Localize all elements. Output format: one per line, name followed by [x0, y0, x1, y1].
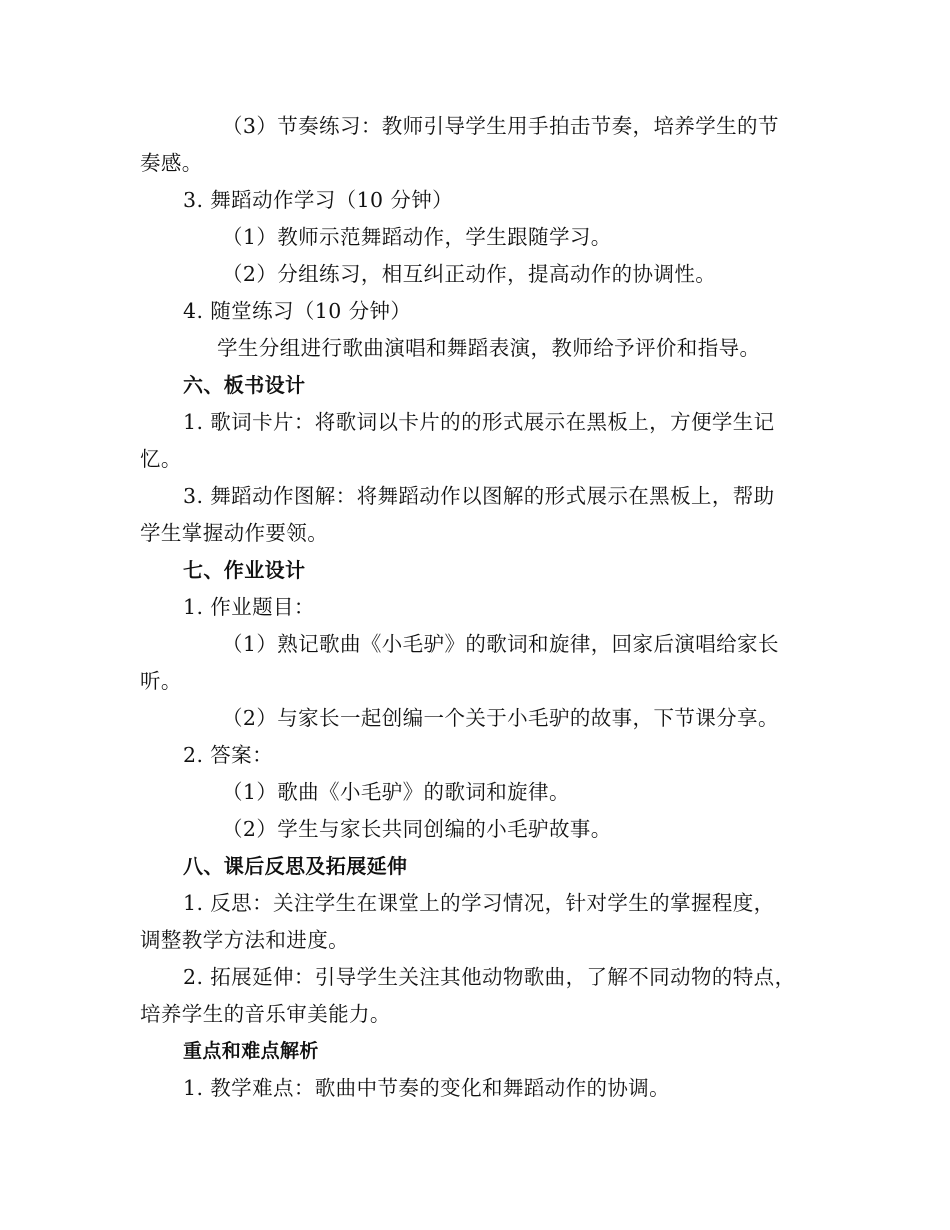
- paragraph-line: 调整教学方法和进度。: [140, 928, 349, 952]
- paragraph-line: 听。: [140, 669, 182, 693]
- list-item: 2. 拓展延伸：引导学生关注其他动物歌曲，了解不同动物的特点，: [183, 965, 796, 989]
- list-item: 1. 作业题目：: [183, 595, 315, 619]
- sub-list-item: （2）与家长一起创编一个关于小毛驴的故事，下节课分享。: [222, 706, 779, 730]
- list-item: 1. 反思：关注学生在课堂上的学习情况，针对学生的掌握程度，: [183, 891, 775, 915]
- list-item: 4. 随堂练习（10 分钟）: [183, 299, 412, 323]
- sub-list-item: （1）熟记歌曲《小毛驴》的歌词和旋律，回家后演唱给家长: [222, 632, 779, 656]
- sub-list-item: （1）教师示范舞蹈动作，学生跟随学习。: [222, 225, 612, 249]
- sub-list-item: （2）学生与家长共同创编的小毛驴故事。: [222, 817, 612, 841]
- paragraph-line: 学生掌握动作要领。: [140, 521, 329, 545]
- section-heading: 重点和难点解析: [183, 1040, 319, 1062]
- sub-list-item: （1）歌曲《小毛驴》的歌词和旋律。: [222, 780, 570, 804]
- paragraph-line: 忆。: [140, 447, 182, 471]
- sub-list-item: （2）分组练习，相互纠正动作，提高动作的协调性。: [222, 262, 717, 286]
- section-heading: 八、课后反思及拓展延伸: [183, 854, 408, 878]
- paragraph-line: 学生分组进行歌曲演唱和舞蹈表演，教师给予评价和指导。: [217, 336, 761, 360]
- list-item: 3. 舞蹈动作学习（10 分钟）: [183, 188, 454, 212]
- list-item: 3. 舞蹈动作图解：将舞蹈动作以图解的形式展示在黑板上，帮助: [183, 484, 775, 508]
- paragraph-line: 培养学生的音乐审美能力。: [140, 1002, 391, 1026]
- list-item: 2. 答案：: [183, 743, 273, 767]
- list-item: 1. 教学难点：歌曲中节奏的变化和舞蹈动作的协调。: [183, 1076, 671, 1100]
- list-item: 1. 歌词卡片：将歌词以卡片的的形式展示在黑板上，方便学生记: [183, 410, 775, 434]
- section-heading: 七、作业设计: [183, 558, 306, 582]
- section-heading: 六、板书设计: [183, 373, 306, 397]
- paragraph-line: 奏感。: [140, 151, 203, 175]
- paragraph-line: （3）节奏练习：教师引导学生用手拍击节奏，培养学生的节: [222, 114, 779, 138]
